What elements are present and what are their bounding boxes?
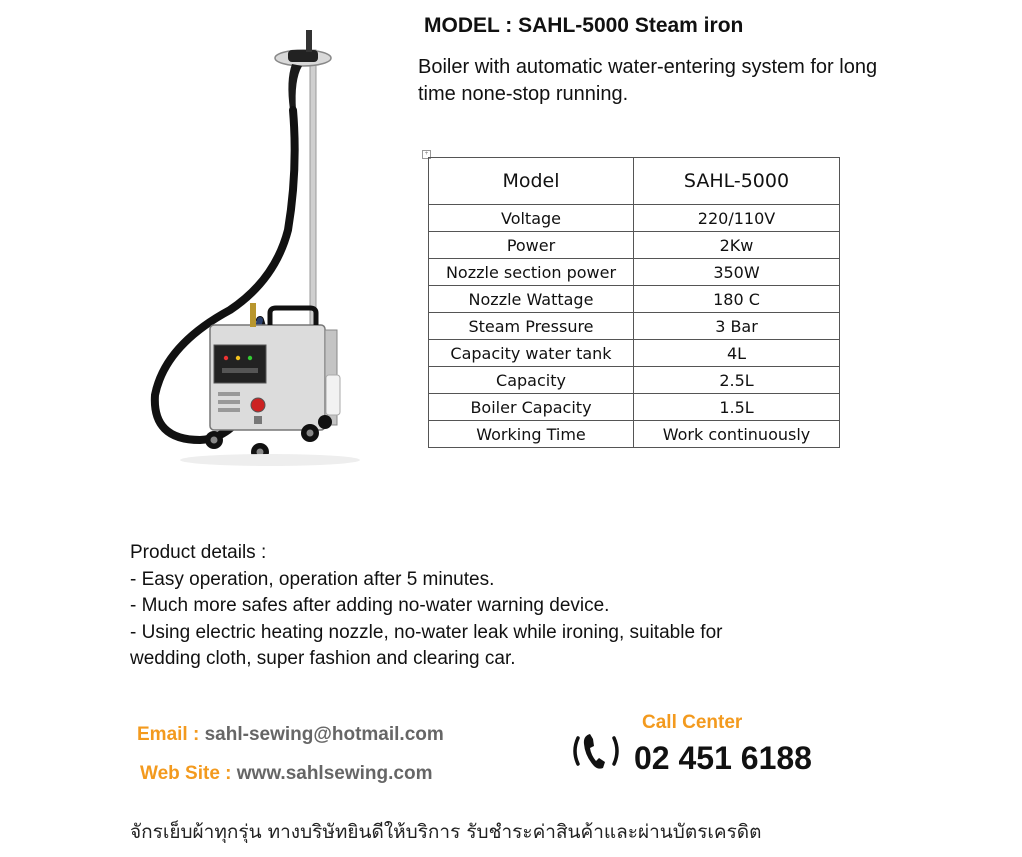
spec-label: Voltage bbox=[429, 205, 634, 232]
spec-value: 4L bbox=[634, 340, 840, 367]
table-row bbox=[429, 340, 840, 367]
website-link[interactable]: www.sahlsewing.com bbox=[236, 763, 433, 784]
spec-value: 2Kw bbox=[634, 232, 840, 259]
table-header-cell: Model bbox=[429, 158, 634, 205]
spec-label: Capacity bbox=[429, 367, 634, 394]
table-row bbox=[429, 394, 840, 421]
website-line bbox=[140, 763, 432, 785]
spec-value: 1.5L bbox=[634, 394, 840, 421]
spec-value: Work continuously bbox=[634, 421, 840, 448]
table-header-cell: SAHL-5000 bbox=[634, 158, 840, 205]
spec-label: Power bbox=[429, 232, 634, 259]
table-row bbox=[429, 232, 840, 259]
spec-label: Steam Pressure bbox=[429, 313, 634, 340]
spec-value: 3 Bar bbox=[634, 313, 840, 340]
spec-value: 2.5L bbox=[634, 367, 840, 394]
email-line bbox=[137, 724, 444, 746]
call-center-label: Call Center bbox=[642, 712, 743, 733]
table-row bbox=[429, 259, 840, 286]
table-row bbox=[429, 313, 840, 340]
details-heading: Product details : bbox=[130, 542, 267, 563]
table-header-row bbox=[429, 158, 840, 205]
table-anchor-icon: + bbox=[422, 150, 431, 159]
spec-label: Boiler Capacity bbox=[429, 394, 634, 421]
website-label: Web Site : bbox=[140, 763, 232, 784]
footer-thai-text: จักรเย็บผ้าทุกรุ่น ทางบริษัทยินดีให้บริการ รับชำระค่าสินค้าและผ่านบัตรเครดิต bbox=[130, 821, 762, 843]
spec-value: 180 C bbox=[634, 286, 840, 313]
phone-icon bbox=[570, 728, 622, 774]
spec-table bbox=[428, 157, 840, 448]
details-item: - Easy operation, operation after 5 minutes. bbox=[130, 568, 495, 590]
steam-iron-product-image bbox=[110, 20, 420, 475]
table-row bbox=[429, 367, 840, 394]
spec-value: 220/110V bbox=[634, 205, 840, 232]
table-row bbox=[429, 421, 840, 448]
page-title: MODEL : SAHL-5000 Steam iron bbox=[424, 14, 744, 37]
details-item: wedding cloth, super fashion and clearing car. bbox=[130, 648, 516, 669]
spec-label: Nozzle section power bbox=[429, 259, 634, 286]
table-row bbox=[429, 205, 840, 232]
spec-label: Working Time bbox=[429, 421, 634, 448]
spec-label: Capacity water tank bbox=[429, 340, 634, 367]
email-label: Email : bbox=[137, 724, 200, 745]
phone-number[interactable]: 02 451 6188 bbox=[634, 740, 812, 776]
email-link[interactable]: sahl-sewing@hotmail.com bbox=[204, 724, 444, 745]
details-item: - Using electric heating nozzle, no-water leak while ironing, suitable for bbox=[130, 621, 723, 643]
details-item: - Much more safes after adding no-water warning device. bbox=[130, 595, 610, 616]
product-subtitle: Boiler with automatic water-entering system for long time none-stop running. bbox=[418, 56, 878, 105]
spec-value: 350W bbox=[634, 259, 840, 286]
table-row bbox=[429, 286, 840, 313]
spec-label: Nozzle Wattage bbox=[429, 286, 634, 313]
product-details bbox=[130, 540, 830, 673]
